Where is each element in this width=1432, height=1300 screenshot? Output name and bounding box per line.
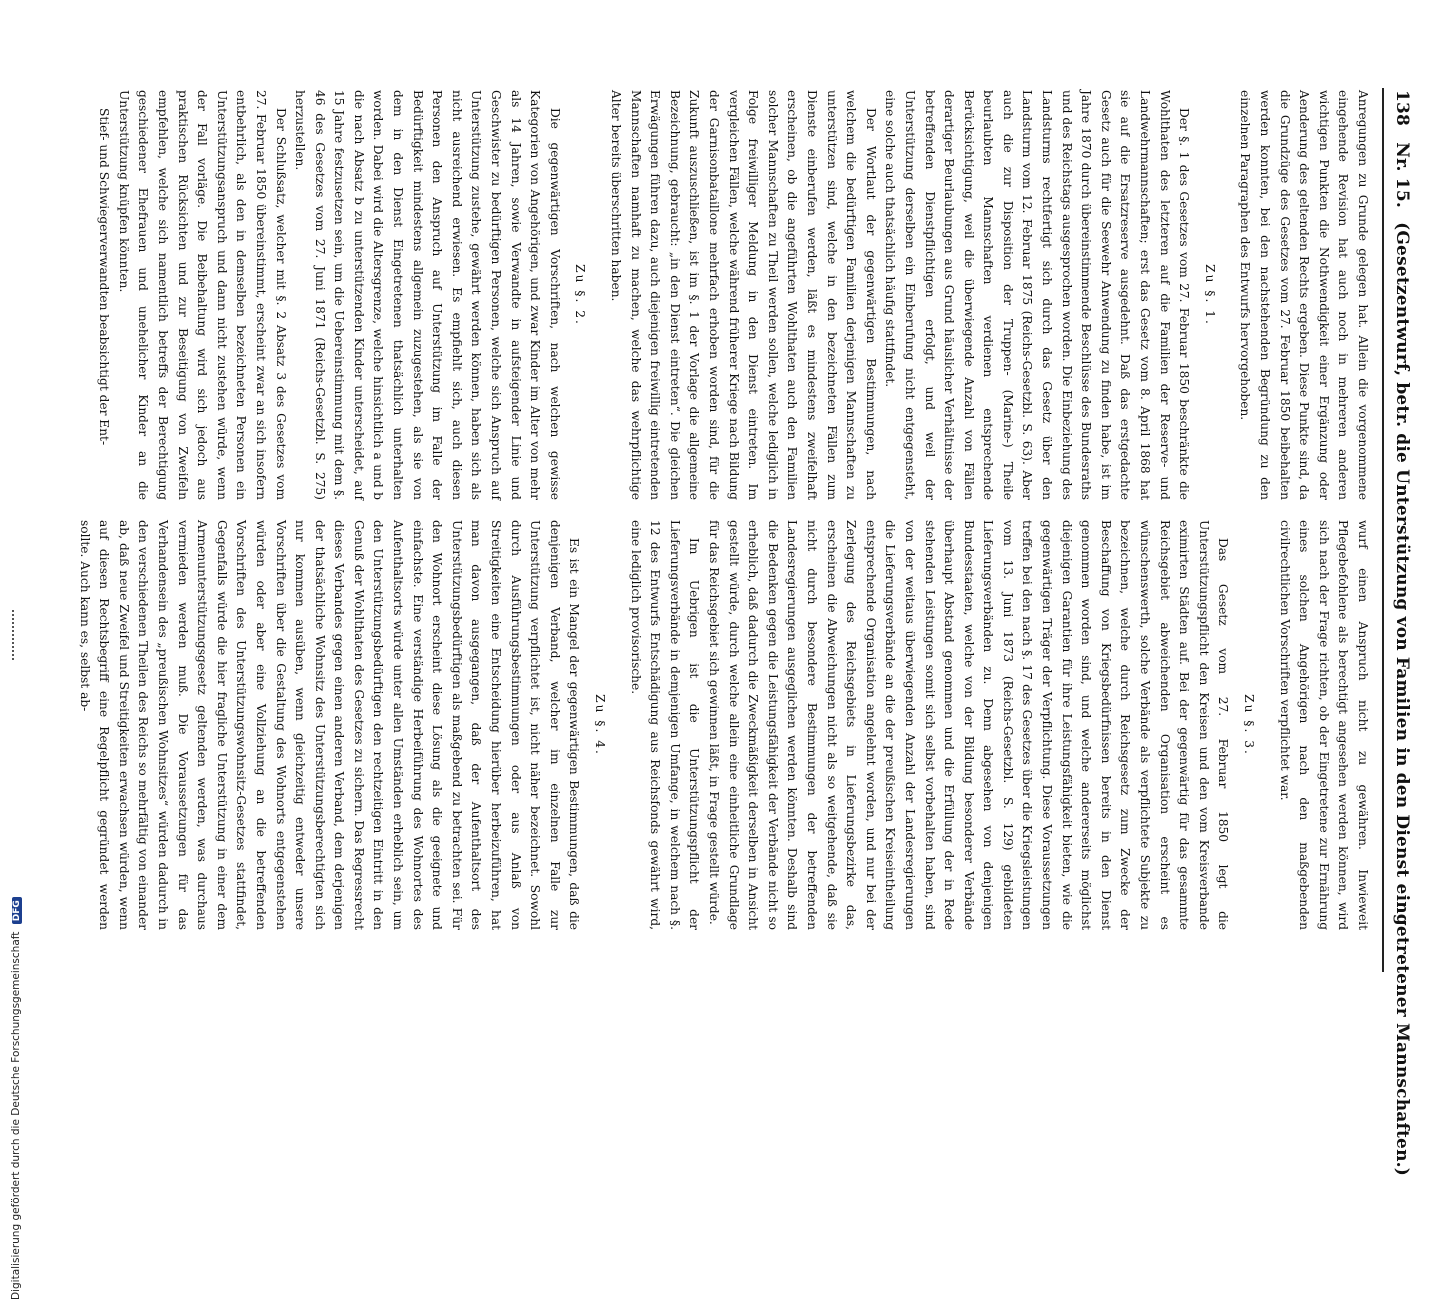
header-title: (Gesetzentwurf, betr. die Unterstützung von Familien in den Dienst eingetretener Mannschaften.) (1392, 222, 1412, 1176)
digitization-credit (10, 897, 22, 1300)
right-column (74, 520, 1372, 930)
section1-paragraph-2: Der Wortlaut der gegenwärtigen Bestimmungen, nach welchem die bedürftigen Familien derjenigen Mannschaften zu unterstützen sind, welche in den bezeichneten Fällen zum Dienste einberufen werden, läßt es mindestens zweifelhaft erscheinen, ob die angeführten Wohlthaten auch den Familien solcher Mannschaften zu Theil werden sollen, welche lediglich in Folge freiwilliger Meldung in den Dienst eintreten. Im vergleichen Fällen, welche während früherer Kriege nach Bildung der Garnisonbataillone mehrfach erhoben worden sind, für die Zukunft auszuschließen, ist im §. 1 der Vorlage die allgemeine Bezeichnung, gebraucht: „in den Dienst eintreten“. Die gleichen Erwägungen führen dazu, auch diejenigen freiwillig eintretenden Mannschaften namhaft zu machen, welche das wehrpflichtige Alter bereits überschritten haben. (609, 90, 878, 500)
section3-paragraph-1: Das Gesetz vom 27. Februar 1850 legt die Unterstützungspflicht den Kreisen und den vom Kreisverbande eximirten Städten auf. Bei der gegenwärtig für das gesammte Reichsgebiet abweichenden Organisation erscheint es wünschenswerth, solche Verbände als verpflichtete Subjekte zu bezeichnen, welche durch Reichsgesetz zum Zwecke der Beschaffung von Kriegsbedürfnissen bereits in den Dienst genommen worden sind, und welche andererseits möglichst diejenigen Garantien für ihre Leistungsfähigkeit bieten, wie die gegenwärtigen Träger der Verpflichtung. Diese Voraussetzungen treffen bei den nach §. 17 des Gesetzes über die Kriegsleistungen vom 13. Juni 1873 (Reichs-Gesetzbl. S. 129) gebildeten Lieferungsverbänden zu. Denn abgesehen von denjenigen Bundesstaaten, welche von der Bildung besonderer Verbände überhaupt Abstand genommen und die Erfüllung der in Rede stehenden Leistungen somit sich selbst vorbehalten haben, sind von der weitaus überwiegenden Anzahl der Landesregierungen die Lieferungsverbände an die der preußischen Kreiseintheilung entsprechende Organisation angelehnt worden, und nur bei der Zerlegung des Reichsgebiets in Lieferungsbezirke das, erscheinen die Abweichungen nicht als so weitgehende, daß sie nicht durch besondere Bestimmungen der betreffenden Landesregierungen ausgeglichen werden könnten. Deshalb sind die Bedenken gegen die Leistungsfähigkeit der Verbände nicht so erheblich, daß dadurch die Zweckmäßigkeit derselben in Ansicht gestellt würde, durch welche allein eine einheitliche Grundlage für das Reichsgebiet sich gewinnen läßt, in Frage gestellt würde. (707, 520, 1231, 930)
right-intro-paragraph: wurf einen Anspruch nicht zu gewähren. Inwieweit Pflegebefohlene als berechtigt angesehen werden können, wird sich nach der Frage richten, ob der Eingetretene zur Ernährung eines solchen Angehörigen nach den maßgebenden civilrechtlichen Vorschriften verpflichtet war. (1277, 520, 1370, 930)
header-rule (1382, 88, 1384, 972)
section3-paragraph-2: Im Uebrigen ist die Unterstützungspflicht der Lieferungsverbände in demjenigen Umfange, in welchem nach §. 12 des Entwurfs Entschädigung aus Reichsfonds gewährt wird, eine lediglich provisorische. (628, 520, 702, 930)
credit-text: Digitalisierung gefördert durch die Deutsche Forschungsgemeinschaft (10, 931, 22, 1300)
section-heading-3: Zu §. 3. (1242, 694, 1257, 756)
scan-edge-marks (12, 610, 16, 660)
left-intro-paragraph: Anregungen zu Grunde gelegen hat. Allein die vorgenommene eingehende Revision hat auch noch in mehreren anderen wichtigen Punkten die Nothwendigkeit einer Ergänzung oder Aenderung des geltenden Rechts ergeben. Diese Punkte sind, da die Grundzüge des Gesetzes vom 27. Februar 1850 beibehalten werden konnten, bei den nachstehenden Begründung zu den einzelnen Paragraphen des Entwurfs hervorgehoben. (1238, 90, 1370, 500)
section2-paragraph-1: Die gegenwärtigen Vorschriften, nach welchen gewisse Kategorien von Angehörigen, und zwar Kinder im Alter von mehr als 14 Jahren, sowie Verwandte in aufsteigender Linie und Geschwister zu bedürftigen Personen, welche sich Anspruch auf Unterstützung zustehe, gewährt werden können, haben sich als nicht ausreichend erwiesen. Es empfiehlt sich, auch diesen Personen den Anspruch auf Unterstützung im Falle der Bedürftigkeit mindestens allgemein zuzugestehen, als sie von dem in den Dienst Eingetretenen thatsächlich unterhalten worden. Dabei wird die Altersgrenze, welche hinsichtlich a und b die nach Absatz b zu unterstützenden Kinder unterscheidet, auf 15 Jahre festzusetzen sein, um die Uebereinstimmung mit dem §. 46 des Gesetzes vom 27. Juni 1871 (Reichs-Gesetzbl. S. 275) herzustellen. (293, 90, 562, 500)
dfg-logo-icon: DFG (12, 897, 22, 924)
section2-paragraph-2: Der Schlußsatz, welcher mit §. 2 Absatz 3 des Gesetzes vom 27. Februar 1850 übereinstimmt, erscheint zwar an sich insofern entbehrlich, als den in demselben bezeichneten Personen ein Unterstützungsanspruch und dann nicht zustehen würde, wenn der Fall vorläge. Die Beibehaltung wird sich jedoch aus praktischen Rücksichten und zur Beseitigung von Zweifeln empfehlen, welche sich namentlich betreffs der Berechtigung geschiedener Ehefrauen und unehelicher Kinder an die Unterstützung knüpfen könnten. (116, 90, 288, 500)
section1-paragraph-1: Der §. 1 des Gesetzes vom 27. Februar 1850 beschränkte die Wohlthaten des letzteren auf die Familien der Reserve- und Landwehrmannschaften; erst das Gesetz vom 8. April 1868 hat sie auf die Ersatzreserve ausgedehnt. Daß das erstgedachte Gesetz auch für die Seewehr Anwendung zu finden habe, ist im Jahre 1870 durch übereinstimmende Beschlüsse des Bundesraths und des Reichstags ausgesprochen worden. Die Einbeziehung des Landsturms rechtfertigt sich durch das Gesetz über den Landsturm vom 12. Februar 1875 (Reichs-Gesetzbl. S. 63). Aber auch die zur Disposition der Truppen- (Marine-) Theile beurlaubten Mannschaften verdienen entsprechende Berücksichtigung, weil die überwiegende Anzahl von Fällen derartiger Beurlaubungen aus Grund häuslicher Verhältnisse der betreffenden Dienstpflichtigen erfolgt, und weil der Unterstützung derselben ein Einberufung nicht entgegensteht, eine solche auch thatsächlich häufig stattfindet. (883, 90, 1192, 500)
document-number: Nr. 15. (1392, 142, 1412, 208)
left-column (94, 90, 1372, 500)
section2-paragraph-3: Stief- und Schwiegerverwandten beabsichtigt der Ent- (97, 108, 112, 446)
page-header (1386, 90, 1412, 1176)
page-number: 138 (1392, 90, 1412, 127)
section-heading-4: Zu §. 4. (593, 694, 608, 756)
section4-paragraph-1: Es ist ein Mangel der gegenwärtigen Bestimmungen, daß die denjenigen Verband, welcher im einzelnen Falle zur Unterstützung verpflichtet ist, nicht näher bezeichnet. Sowohl durch Ausführungsbestimmungen oder aus Anlaß von Streitigkeiten eine Entscheidung hierüber herbeizuführen, hat man davon ausgegangen, daß der Aufenthaltsort des Unterstützungsbedürftigen als maßgebend zu betrachten sei. Für den Wohnort erscheint diese Lösung als die geeignete und einfachste. Eine verständige Herbeiführung des Wohnortes des Aufenthaltsorts würde unter allen Umständen erheblich sein, um den Unterstützungsbedürftigen den rechtzeitigen Eintritt in den Genuß der Wohlthaten des Gesetzes zu sichern. Das Regressrecht dieses Verbandes gegen einen anderen Verband, dem derjenigen der thatsächliche Wohnsitz des Unterstützungsberechtigten sich nur kommen ausüben, wenn gleichzeitig entweder unsere Vorschriften über die Gestaltung des Wohnorts entgegenstehen würden oder aber eine Vollziehung an die betreffenden Vorschriften des Unterstützungswohnsitz-Gesetzes stattfindet, Gegenfalls würde die hier fragliche Unterstützung in einer dem Armenunterstützungsgesetz geltenden werden, was durchaus vermieden werden muß. Die Voraussetzungen für das Verhandensein des „preußischen Wohnsitzes“ würden dadurch in den verschiedenen Theilen des Reichs so mehrfältig von einander ab, daß neue Zweifel und Streitigkeiten erwachsen würden, wenn auf diesen Rechtsbegriff eine Regelpflicht gegründet werden sollte. Auch kann es, selbst ab- (77, 520, 582, 930)
section-heading-1: Zu §. 1. (1202, 264, 1217, 326)
section-heading-2: Zu §. 2. (573, 264, 588, 326)
